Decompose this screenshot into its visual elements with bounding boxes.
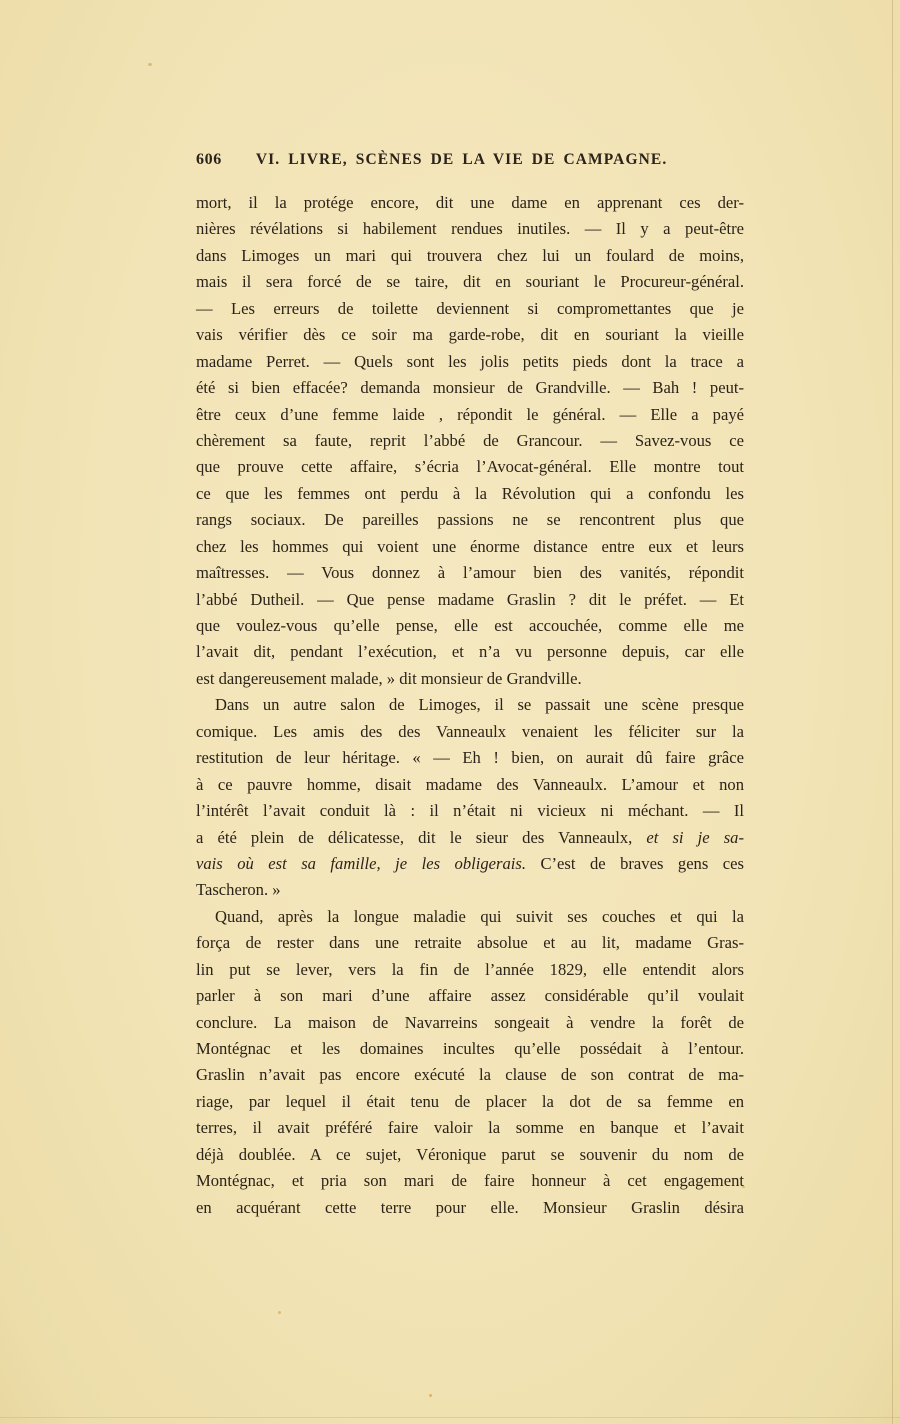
text-line: rangs sociaux. De pareilles passions ne se rencontrent plus que bbox=[196, 510, 744, 530]
text-line: été si bien effacée? demanda monsieur de Grandville. — Bah ! peut- bbox=[196, 378, 744, 398]
text-line: parler à son mari d’une affaire assez considérable qu’il voulait bbox=[196, 986, 744, 1006]
text-line: madame Perret. — Quels sont les jolis petits pieds dont la trace a bbox=[196, 351, 744, 371]
text-line: Montégnac et les domaines incultes qu’elle possédait à l’entour. bbox=[196, 1039, 744, 1058]
text-line: Montégnac, et pria son mari de faire honneur à cet engagement bbox=[196, 1171, 744, 1191]
text-line: maîtresses. — Vous donnez à l’amour bien des vanités, répondit bbox=[196, 563, 744, 583]
text-line: en acquérant cette terre pour elle. Monsieur Graslin désira bbox=[196, 1197, 744, 1217]
text-segment: a été plein de délicatesse, dit le sieur des Vanneaulx, bbox=[196, 827, 633, 847]
text-line: l’intérêt l’avait conduit là : il n’était ni vicieux ni méchant. — Il bbox=[196, 801, 744, 821]
text-line: Dans un autre salon de Limoges, il se passait une scène presque bbox=[215, 695, 744, 715]
text-line: que prouve cette affaire, s’écria l’Avocat-général. Elle montre tout bbox=[196, 457, 744, 477]
italic-phrase: vais où est sa famille, je les obligerais. bbox=[196, 853, 526, 873]
page-header bbox=[196, 151, 744, 169]
text-line: nières révélations si habilement rendues inutiles. — Il y a peut-être bbox=[196, 219, 744, 239]
text-line: ce que les femmes ont perdu à la Révolution qui a confondu les bbox=[196, 483, 744, 503]
text-line: chez les hommes qui voient une énorme distance entre eux et leurs bbox=[196, 536, 744, 556]
page-number: 606 bbox=[196, 151, 222, 168]
text-line: être ceux d’une femme laide , répondit le général. — Elle a payé bbox=[196, 404, 744, 424]
text-line: Tascheron. » bbox=[196, 880, 281, 900]
text-line: l’abbé Dutheil. — Que pense madame Graslin ? dit le préfet. — Et bbox=[196, 589, 744, 609]
text-line: Graslin n’avait pas encore exécuté la clause de son contrat de ma- bbox=[196, 1065, 744, 1085]
paper-speck bbox=[278, 1311, 281, 1314]
text-line: força de rester dans une retraite absolue et au lit, madame Gras- bbox=[196, 933, 744, 953]
text-segment: C’est de braves gens ces bbox=[540, 853, 744, 873]
page-edge-line-bottom bbox=[0, 1417, 900, 1418]
italic-phrase: et si je sa- bbox=[646, 827, 744, 847]
text-line: — Les erreurs de toilette deviennent si compromettantes que je bbox=[196, 298, 744, 318]
paper-speck bbox=[148, 63, 152, 66]
text-line: mort, il la protége encore, dit une dame en apprenant ces der- bbox=[196, 193, 744, 212]
paper-speck bbox=[429, 1394, 432, 1397]
text-line: vais vérifier dès ce soir ma garde-robe, dit en souriant la vieille bbox=[196, 325, 744, 345]
text-line: est dangereusement malade, » dit monsieur de Grandville. bbox=[196, 668, 582, 688]
body-text bbox=[196, 190, 744, 1221]
running-title: VI. LIVRE, SCÈNES DE LA VIE DE CAMPAGNE. bbox=[255, 151, 668, 168]
text-line: mais il sera forcé de se taire, dit en souriant le Procureur-général. bbox=[196, 272, 744, 292]
text-line: lin put se lever, vers la fin de l’année 1829, elle entendit alors bbox=[196, 959, 744, 979]
text-line: terres, il avait préféré faire valoir la somme en banque et l’avait bbox=[196, 1118, 744, 1138]
text-line: conclure. La maison de Navarreins songeait à vendre la forêt de bbox=[196, 1012, 744, 1032]
text-line: Quand, après la longue maladie qui suivit ses couches et qui la bbox=[215, 906, 744, 926]
text-line: l’avait dit, pendant l’exécution, et n’a vu personne depuis, car elle bbox=[196, 642, 744, 662]
text-line: riage, par lequel il était tenu de placer la dot de sa femme en bbox=[196, 1091, 744, 1111]
text-line: restitution de leur héritage. « — Eh ! bien, on aurait dû faire grâce bbox=[196, 748, 744, 768]
text-line: comique. Les amis des des Vanneaulx venaient les féliciter sur la bbox=[196, 721, 744, 741]
text-line: que voulez-vous qu’elle pense, elle est accouchée, comme elle me bbox=[196, 616, 744, 635]
text-line: dans Limoges un mari qui trouvera chez lui un foulard de moins, bbox=[196, 245, 744, 265]
text-line bbox=[196, 825, 744, 851]
text-line: à ce pauvre homme, disait madame des Vanneaulx. L’amour et non bbox=[196, 774, 744, 794]
text-line bbox=[196, 851, 744, 877]
page-edge-line bbox=[892, 0, 893, 1424]
text-line: déjà doublée. A ce sujet, Véronique parut se souvenir du nom de bbox=[196, 1144, 744, 1164]
text-line: chèrement sa faute, reprit l’abbé de Grancour. — Savez-vous ce bbox=[196, 430, 744, 450]
